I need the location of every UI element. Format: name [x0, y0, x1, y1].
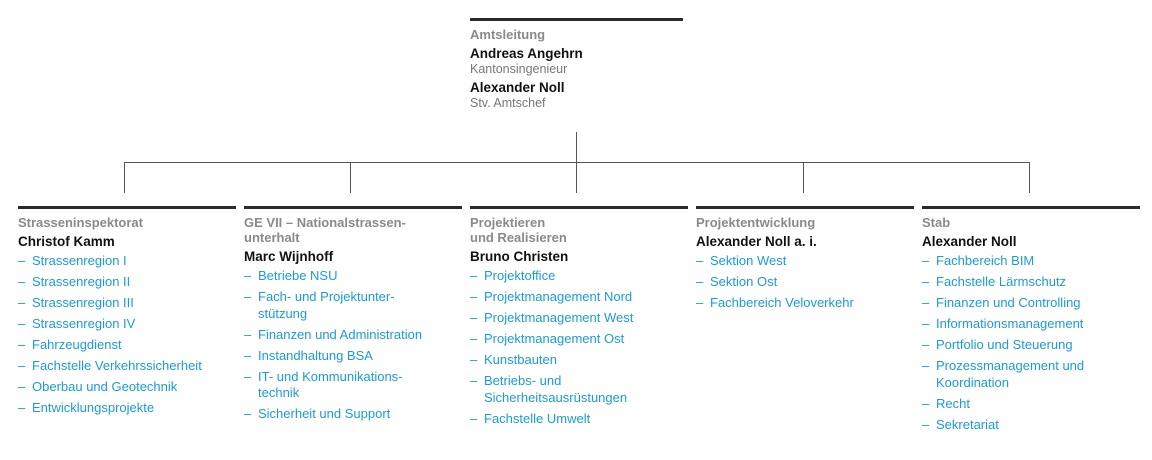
dept-bar [470, 206, 688, 209]
connector-drop-3 [576, 162, 577, 193]
top-unit-title: Amtsleitung [470, 27, 546, 42]
list-item[interactable]: – Fachstelle Verkehrssicherheit [18, 358, 236, 375]
list-item[interactable]: – Fachstelle Lärmschutz [922, 274, 1140, 291]
list-item[interactable]: – IT- und Kommunikations- technik [244, 369, 462, 402]
dept-item-list [696, 253, 914, 312]
top-unit-amtsleitung [470, 18, 683, 111]
dept-strasseninspektorat [18, 206, 236, 421]
list-item[interactable]: – Entwicklungsprojekte [18, 400, 236, 417]
connector-horizontal [124, 162, 1030, 163]
list-item[interactable]: – Kunstbauten [470, 352, 688, 369]
dept-item-list [18, 253, 236, 417]
dept-title: Stab [922, 215, 951, 230]
dept-title: Strasseninspektorat [18, 215, 143, 230]
dept-title: Projektieren und Realisieren [470, 215, 567, 245]
dept-title: Projektentwicklung [696, 215, 816, 230]
list-item[interactable]: – Instandhaltung BSA [244, 348, 462, 365]
dept-projektentwicklung [696, 206, 914, 316]
list-item[interactable]: – Projektmanagement Ost [470, 331, 688, 348]
list-item[interactable]: – Projektoffice [470, 268, 688, 285]
list-item[interactable]: – Oberbau und Geotechnik [18, 379, 236, 396]
list-item[interactable]: – Projektmanagement West [470, 310, 688, 327]
dept-head: Marc Wijnhoff [244, 249, 334, 264]
dept-item-list [922, 253, 1140, 433]
dept-head: Alexander Noll [922, 234, 1017, 249]
connector-drop-4 [803, 162, 804, 193]
list-item[interactable]: – Fahrzeugdienst [18, 337, 236, 354]
list-item[interactable]: – Prozessmanagement und Koordination [922, 358, 1140, 391]
dept-head: Bruno Christen [470, 249, 569, 264]
dept-item-list [244, 268, 462, 423]
dept-head: Christof Kamm [18, 234, 115, 249]
list-item[interactable]: – Informationsmanagement [922, 316, 1140, 333]
list-item[interactable]: – Fach- und Projektunter- stützung [244, 289, 462, 322]
list-item[interactable]: – Betriebe NSU [244, 268, 462, 285]
list-item[interactable]: – Finanzen und Controlling [922, 295, 1140, 312]
connector-trunk [576, 132, 577, 163]
dept-stab [922, 206, 1140, 438]
top-unit-bar [470, 18, 683, 21]
list-item[interactable]: – Strassenregion II [18, 274, 236, 291]
top-head2-role: Stv. Amtschef [470, 96, 546, 110]
list-item[interactable]: – Sicherheit und Support [244, 406, 462, 423]
top-head1-role: Kantonsingenieur [470, 62, 568, 76]
connector-drop-1 [124, 162, 125, 193]
list-item[interactable]: – Finanzen und Administration [244, 327, 462, 344]
list-item[interactable]: – Strassenregion III [18, 295, 236, 312]
list-item[interactable]: – Fachstelle Umwelt [470, 411, 688, 428]
list-item[interactable]: – Strassenregion I [18, 253, 236, 270]
dept-bar [696, 206, 914, 209]
dept-bar [18, 206, 236, 209]
list-item[interactable]: – Recht [922, 396, 1140, 413]
connector-drop-2 [350, 162, 351, 193]
list-item[interactable]: – Sektion Ost [696, 274, 914, 291]
list-item[interactable]: – Fachbereich BIM [922, 253, 1140, 270]
dept-nationalstrassenunterhalt [244, 206, 462, 427]
list-item[interactable]: – Portfolio und Steuerung [922, 337, 1140, 354]
top-head1-name: Andreas Angehrn [470, 46, 583, 61]
connector-drop-5 [1029, 162, 1030, 193]
dept-item-list [470, 268, 688, 427]
top-head2-name: Alexander Noll [470, 80, 565, 95]
list-item[interactable]: – Betriebs- und Sicherheitsausrüstungen [470, 373, 688, 406]
list-item[interactable]: – Sektion West [696, 253, 914, 270]
list-item[interactable]: – Strassenregion IV [18, 316, 236, 333]
dept-title: GE VII – Nationalstrassen- unterhalt [244, 215, 406, 245]
dept-projektieren-realisieren [470, 206, 688, 432]
list-item[interactable]: – Projektmanagement Nord [470, 289, 688, 306]
dept-bar [244, 206, 462, 209]
list-item[interactable]: – Fachbereich Veloverkehr [696, 295, 914, 312]
list-item[interactable]: – Sekretariat [922, 417, 1140, 434]
dept-bar [922, 206, 1140, 209]
dept-head: Alexander Noll a. i. [696, 234, 817, 249]
